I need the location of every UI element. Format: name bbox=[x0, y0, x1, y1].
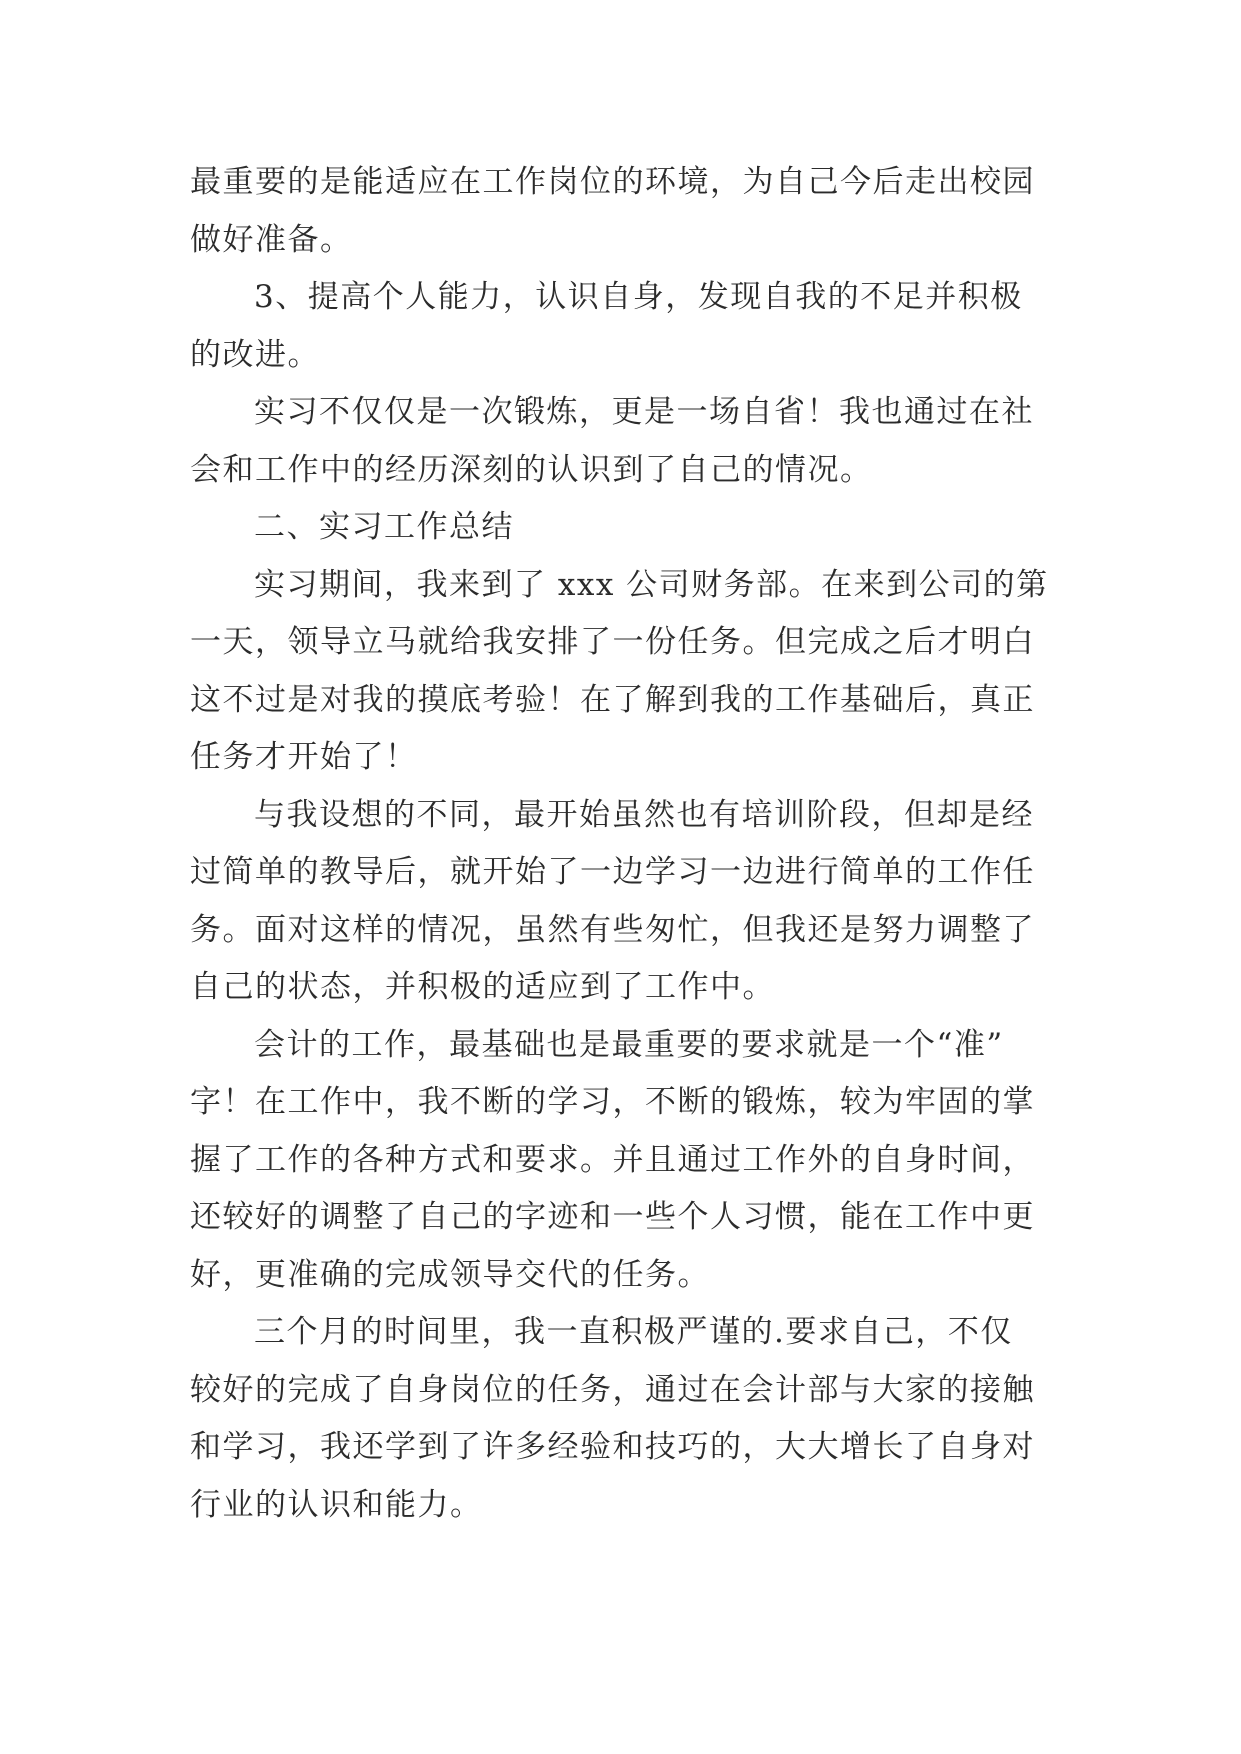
section-heading: 二、实习工作总结 bbox=[254, 509, 514, 545]
text-line: 任务才开始了！ bbox=[190, 739, 418, 775]
text-line: 会和工作中的经历深刻的认识到了自己的情况。 bbox=[190, 451, 873, 488]
text-line: 3、提高个人能力，认识自身，发现自我的不足并积极 bbox=[254, 279, 1023, 315]
text-line: 字！在工作中，我不断的学习，不断的锻炼，较为牢固的掌 bbox=[190, 1084, 1035, 1120]
text-line: 还较好的调整了自己的字迹和一些个人习惯，能在工作中更 bbox=[190, 1199, 1035, 1235]
text-line: 三个月的时间里，我一直积极严谨的.要求自己，不仅 bbox=[254, 1314, 1013, 1350]
text-line: 务。面对这样的情况，虽然有些匆忙，但我还是努力调整了 bbox=[190, 911, 1035, 948]
text-line: 这不过是对我的摸底考验！在了解到我的工作基础后，真正 bbox=[190, 681, 1035, 718]
text-line: 较好的完成了自身岗位的任务，通过在会计部与大家的接触 bbox=[190, 1371, 1035, 1408]
text-line: 做好准备。 bbox=[190, 221, 353, 258]
text-line: 和学习，我还学到了许多经验和技巧的，大大增长了自身对 bbox=[190, 1429, 1035, 1465]
text-line: 自己的状态，并积极的适应到了工作中。 bbox=[190, 969, 775, 1005]
text-line: 过简单的教导后，就开始了一边学习一边进行简单的工作任 bbox=[190, 854, 1035, 890]
text-line: 的改进。 bbox=[190, 336, 320, 373]
text-line: 最重要的是能适应在工作岗位的环境，为自己今后走出校园 bbox=[190, 164, 1035, 200]
text-line: 一天，领导立马就给我安排了一份任务。但完成之后才明白 bbox=[190, 624, 1035, 660]
text-line: 实习不仅仅是一次锻炼，更是一场自省！我也通过在社 bbox=[254, 394, 1034, 430]
text-line: 握了工作的各种方式和要求。并且通过工作外的自身时间， bbox=[190, 1141, 1035, 1178]
text-line: 与我设想的不同，最开始虽然也有培训阶段，但却是经 bbox=[254, 796, 1034, 833]
document-body bbox=[190, 154, 1050, 1534]
text-line: 实习期间，我来到了 xxx 公司财务部。在来到公司的第 bbox=[254, 566, 1049, 603]
text-line: 会计的工作，最基础也是最重要的要求就是一个“准” bbox=[254, 1026, 1004, 1063]
text-line: 好，更准确的完成领导交代的任务。 bbox=[190, 1256, 710, 1293]
text-line: 行业的认识和能力。 bbox=[190, 1486, 483, 1523]
